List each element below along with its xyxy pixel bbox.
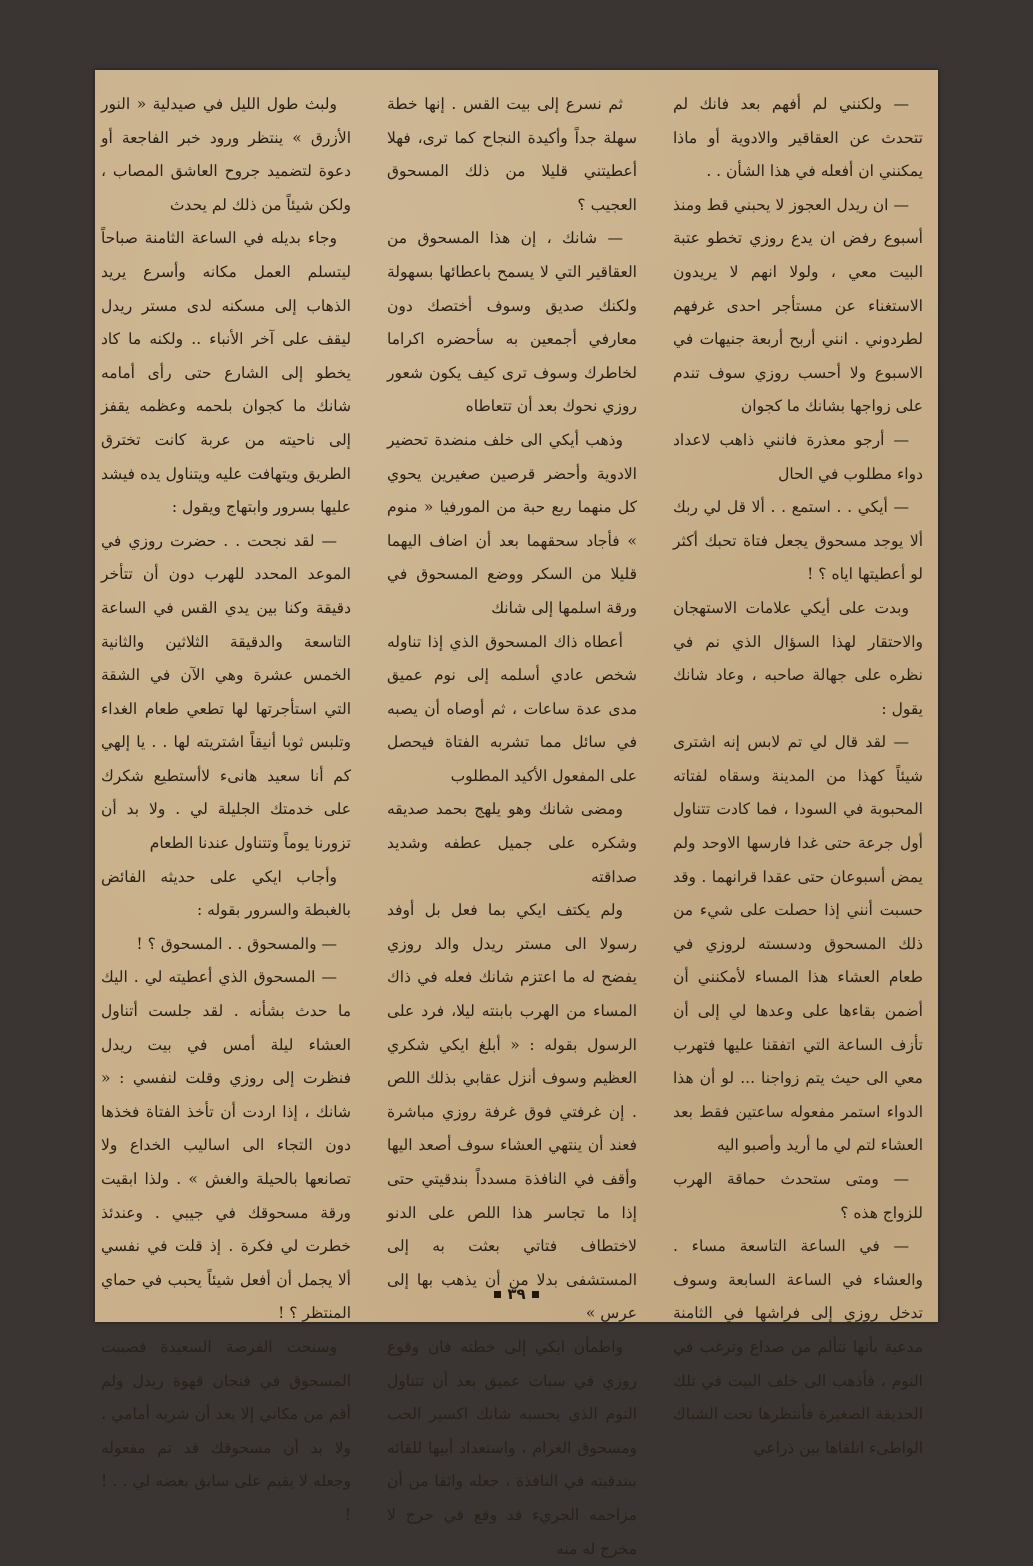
paragraph: وذهب أيكي الى خلف منضدة تحضير الادوية وأحضر قرصين صغيرين يحوي كل منهما ربع حبة من المورفيا « منوم » فأجاد سحقهما بعد أن اضاف اليهما قليلا من السكر ووضع المسحوق في ورقة اسلمها إلى شانك [387, 430, 637, 617]
paragraph: وجاء بديله في الساعة الثامنة صباحاً ليتسلم العمل مكانه وأسرع يريد الذهاب إلى مسكنه لدى مستر ريدل ليقف على آخر الأنباء .. ولكنه ما كاد يخطو إلى الشارع حتى رأى أمامه شانك ما كجوان بلحمه وعظمه يقفز إلى ناحيته من عربة كانت تخترق الطريق ويتهافت عليه ويتناول يده فيشد عليها بسرور وابتهاج ويقول : [101, 229, 351, 517]
footer-square-icon [532, 1291, 539, 1298]
paragraph: — والمسحوق . . المسحوق ؟ ! [136, 934, 337, 953]
paragraph: — ومتى ستحدث حماقة الهرب للزواج هذه ؟ [673, 1170, 923, 1222]
paragraph: وأجاب ايكي على حديثه الفائض بالغبطة والسرور بقوله : [101, 867, 351, 920]
paragraph: — في الساعة التاسعة مساء . والعشاء في الساعة السابعة وسوف تدخل روزي إلى فراشها في الثامنة مدعية بأنها تتألم من صداع وترغب في النوم ، فأذهب الى خلف البيت في تلك الحديقة الصغيرة فأنتظرها تحت الشباك الواطىء اتلقاها بين ذراعي [673, 1237, 923, 1457]
page-number: ٣٩ [507, 1285, 526, 1303]
paragraph: واطمأن ايكي إلى خطته فان وقوع روزي في سبات عميق بعد أن تتناول النوم الذي يحسبه شانك اكسير الحب ومسحوق الغرام ، واستعداد أبيها للقائه ببندقيته في النافذة ، جعله واثقا من أن مزاحمه الجريء قد وقع في حرج لا مخرج له منه [387, 1337, 637, 1558]
paragraph: أعطاه ذاك المسحوق الذي إذا تناوله شخص عادي أسلمه إلى نوم عميق مدى عدة ساعات ، ثم أوصاه أن يصبه في سائل مما تشربه الفتاة فيحصل على المفعول الأكيد المطلوب [387, 632, 637, 785]
paragraph: — أيكي . . استمع . . ألا قل لي ربك ألا يوجد مسحوق يجعل فتاة تحبك أكثر لو أعطيتها اياه ؟ ! [673, 498, 923, 584]
paragraph: — لقد قال لي تم لابس إنه اشترى شيئاً كهذا من المدينة وسقاه لفتاته المحبوبة في السودا ، فما كادت تتناول أول جرعة حتى غدا فارسها الاوحد ولم يمض أسبوعان حتى عقدا قرانهما . وقد حسبت أنني إذا حصلت على شيء من ذلك المسحوق ودسسته لروزي في طعام العشاء هذا المساء لأمكنني أن أضمن بقاءها على وعدها لي إلى أن تأزف الساعة التي اتفقنا عليها فتهرب معي الى حيث يتم زواجنا ... لو أن هذا الدواء استمر مفعوله ساعتين فقط بعد العشاء لتم لي ما أريد وأصبو اليه [673, 733, 923, 1155]
paragraph: ومضى شانك وهو يلهج بحمد صديقه وشكره على جميل عطفه وشديد صداقته [387, 800, 637, 886]
paragraph: — لقد نجحت . . حضرت روزي في الموعد المحدد للهرب دون أن تتأخر دقيقة وكنا بين يدي القس في الساعة التاسعة والدقيقة الثلاثين والثانية الخمس عشرة وهي الآن في الشقة التي استأجرتها لها تطعي طعام الغداء وتلبس ثوبا أنيقاً اشتريته لها . . يا إلهي كم أنا سعيد هانىء لاأستطيع شكرك على خدمتك الجليلة لي . ولا بد أن تزورنا يوماً وتتناول عندنا الطعام [101, 531, 351, 853]
text-column-middle [387, 88, 637, 1566]
page-footer [95, 1285, 938, 1303]
paragraph: — شانك ، إن هذا المسحوق من العقاقير التي لا يسمح باعطائها بسهولة ولكنك صديق وسوف أختصك دون معارفي أجمعين به سأحضره اكراما لخاطرك وسوف ترى كيف يكون شعور روزي نحوك بعد أن تتعاطاه [387, 229, 637, 416]
paragraph: — أرجو معذرة فانني ذاهب لاعداد دواء مطلوب في الحال [673, 430, 923, 483]
paragraph: وسنحت الفرصة السعيدة فصببت المسحوق في فنجان قهوة ريدل ولم أقم من مكاني إلا بعد أن شربه أمامي ، ولا بد أن مسحوقك قد تم مفعوله وجعله لا يقيم على سابق بغضه لي . . ! ! [101, 1337, 351, 1524]
text-column-right [673, 88, 923, 1465]
magazine-page [95, 70, 938, 1558]
text-column-left [101, 88, 351, 1533]
paragraph: — ان ريدل العجوز لا يحبني قط ومنذ أسبوع رفض ان يدع روزي تخطو عتبة البيت معي ، ولولا انهم لا يريدون الاستغناء عن مستأجر احدى غرفهم لطردوني . انني أربح أربعة جنيهات في الاسبوع ولا أحسب روزي سوف تندم على زواجها بشانك ما كجوان [673, 195, 923, 416]
paragraph: — المسحوق الذي أعطيته لي . اليك ما حدث بشأنه . لقد جلست أتناول العشاء ليلة أمس في بيت ريدل فنظرت إلى روزي وقلت لنفسي : « شانك ، إذا اردت أن تأخذ الفتاة فخذها دون التجاء الى اساليب الخداع ولا تصانعها بالحيلة والغش » . ولذا ابقيت ورقة مسحوقك في جيبي . وعندئذ خطرت لي فكرة . إذ قلت في نفسي ألا يجمل أن أفعل شيئاً يحبب في حماي المنتظر ؟ ! [101, 968, 351, 1323]
paragraph: ثم نسرع إلى بيت القس . إنها خطة سهلة جداً وأكيدة النجاح كما ترى، فهلا أعطيتني قليلا من ذلك المسحوق العجيب ؟ [387, 95, 637, 214]
paragraph: ولم يكتف ايكي بما فعل بل أوفد رسولا الى مستر ريدل والد روزي يفضح له ما اعتزم شانك فعله في ذاك المساء من الهرب بابنته ليلا، فرد على الرسول بقوله : « أبلغ ايكي شكري العظيم وسوف أنزل عقابي بذلك اللص . إن غرفتي فوق غرفة روزي مباشرة فعند أن ينتهي العشاء سوف أصعد اليها وأقف في النافذة مسدداً بندقيتي حتى إذا ما تجاسر هذا اللص على الدنو لاختطاف فتاتي بعثت به إلى المستشفى بدلا من أن يذهب بها إلى عرس » [387, 901, 637, 1323]
paragraph: وبدت على أيكي علامات الاستهجان والاحتقار لهذا السؤال الذي نم في نظره على جهالة صاحبه ، وعاد شانك يقول : [673, 598, 923, 718]
paragraph: — ولكنني لم أفهم بعد فانك لم تتحدث عن العقاقير والادوية أو ماذا يمكنني ان أفعله في هذا الشأن . . [673, 95, 923, 181]
paragraph: ولبث طول الليل في صيدلية « النور الأزرق » ينتظر ورود خبر الفاجعة أو دعوة لتضميد جروح العاشق المصاب ، ولكن شيئاً من ذلك لم يحدث [101, 95, 351, 214]
footer-square-icon [494, 1291, 501, 1298]
